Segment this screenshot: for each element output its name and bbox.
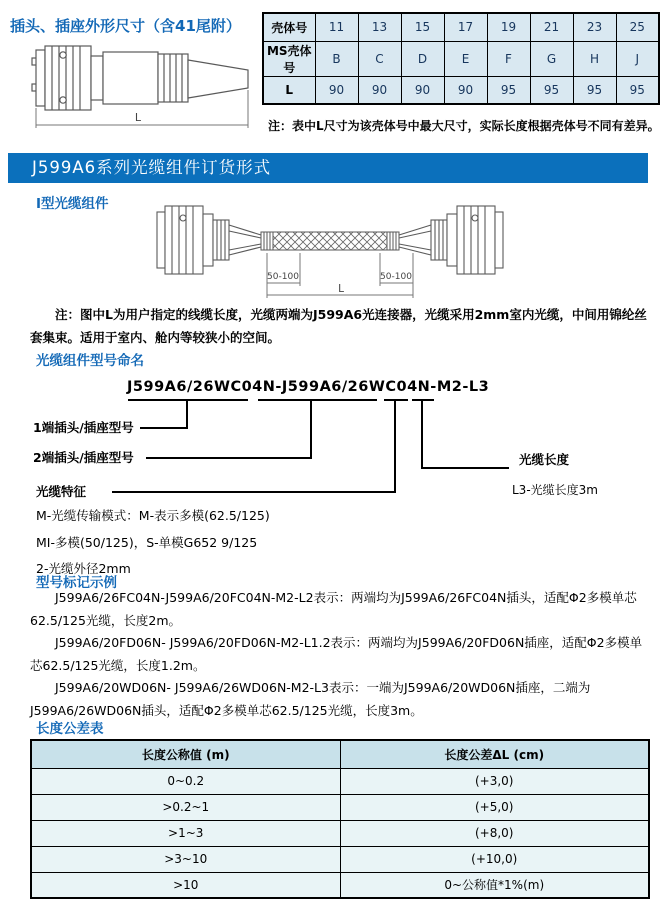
table-cell: B	[315, 41, 358, 76]
table-cell: 90	[444, 76, 487, 104]
table-cell: D	[401, 41, 444, 76]
leader-end1-vertical	[186, 399, 188, 429]
examples-block	[30, 587, 652, 722]
table-cell: 0~公称值*1%(m)	[340, 872, 649, 898]
cable-dim-left-label: 50-100	[267, 272, 299, 282]
label-cable-length-desc: L3-光缆长度3m	[512, 483, 598, 497]
table-cell: 95	[487, 76, 530, 104]
table-cell: 19	[487, 13, 530, 41]
tolerance-col-header: 长度公差ΔL (cm)	[340, 740, 649, 768]
table-cell: 23	[573, 13, 616, 41]
table-row	[31, 768, 649, 794]
table-cell: >1~3	[31, 820, 340, 846]
label-cable-length: 光缆长度	[519, 452, 570, 467]
leader-length-horizontal	[421, 467, 509, 469]
table-cell: >3~10	[31, 846, 340, 872]
table-row	[31, 846, 649, 872]
table-row	[31, 820, 649, 846]
table-cell: 90	[358, 76, 401, 104]
table-row	[31, 872, 649, 898]
label-cable-feature: 光缆特征	[36, 484, 87, 499]
underline-end1	[128, 399, 248, 401]
cable-dim-right-label: 50-100	[380, 272, 412, 282]
leader-length-vertical	[421, 399, 423, 469]
examples-section-title: 型号标记示例	[36, 575, 117, 591]
table-cell: E	[444, 41, 487, 76]
table-cell: 95	[530, 76, 573, 104]
shell-table-note: 注：表中L尺寸为该壳体号中最大尺寸，实际长度根据壳体号不同有差异。	[268, 119, 660, 133]
shell-table-header: L	[263, 76, 315, 104]
leader-end1-horizontal	[140, 427, 188, 429]
connector-drawing-svg	[6, 38, 254, 134]
section-type1-title: I型光缆组件	[36, 196, 109, 212]
leader-end2-horizontal	[146, 457, 312, 459]
tolerance-col-header: 长度公称值 (m)	[31, 740, 340, 768]
table-cell: H	[573, 41, 616, 76]
leader-feature-horizontal	[112, 491, 396, 493]
table-cell: 13	[358, 13, 401, 41]
connector-dim-label: L	[134, 111, 142, 124]
label-end2: 2端插头/插座型号	[33, 450, 134, 465]
table-cell: 17	[444, 13, 487, 41]
tolerance-section-title: 长度公差表	[36, 721, 104, 737]
tolerance-table	[30, 739, 650, 899]
shell-table-header: 壳体号	[263, 13, 315, 41]
table-cell: (+8,0)	[340, 820, 649, 846]
underline-feature	[384, 399, 408, 401]
feature-line-2: MI-多模(50/125)，S-单模G652 9/125	[36, 535, 258, 550]
table-cell: 11	[315, 13, 358, 41]
table-cell: 25	[616, 13, 659, 41]
table-cell: 90	[315, 76, 358, 104]
table-cell: 15	[401, 13, 444, 41]
plug-dimension-title: 插头、插座外形尺寸（含41尾附）	[10, 17, 241, 35]
table-row	[31, 794, 649, 820]
table-cell: >10	[31, 872, 340, 898]
shell-table-header: MS壳体号	[263, 41, 315, 76]
underline-length	[412, 399, 434, 401]
shell-size-table	[262, 12, 660, 105]
cable-assembly-drawing	[155, 198, 507, 304]
table-cell: >0.2~1	[31, 794, 340, 820]
table-cell: 90	[401, 76, 444, 104]
feature-line-1: M-光缆传输模式：M-表示多模(62.5/125)	[36, 508, 270, 523]
table-cell: (+5,0)	[340, 794, 649, 820]
underline-end2	[258, 399, 377, 401]
table-cell: (+10,0)	[340, 846, 649, 872]
table-cell: 95	[573, 76, 616, 104]
cable-assembly-note: 注：图中L为用户指定的线缆长度，光缆两端为J599A6光连接器，光缆采用2mm室内光缆，中间用锦纶丝套集束。适用于室内、舱内等较狭小的空间。	[30, 307, 647, 345]
label-end1: 1端插头/插座型号	[33, 420, 134, 435]
connector-drawing	[6, 38, 254, 134]
table-cell: (+3,0)	[340, 768, 649, 794]
naming-section-title: 光缆组件型号命名	[36, 353, 144, 369]
table-cell: G	[530, 41, 573, 76]
table-cell: 0~0.2	[31, 768, 340, 794]
leader-feature-vertical	[394, 399, 396, 493]
cable-dim-total-label: L	[338, 283, 344, 295]
example-paragraph-2: J599A6/20FD06N- J599A6/20FD06N-M2-L1.2表示：两端均为J599A6/20FD06N插座，适配Φ2多模单芯62.5/125光缆，长度1.2m。	[30, 635, 643, 673]
leader-end2-vertical	[310, 399, 312, 459]
part-number: J599A6/26WC04N-J599A6/26WC04N-M2-L3	[127, 379, 490, 395]
example-paragraph-3: J599A6/20WD06N- J599A6/26WD06N-M2-L3表示：一端为J599A6/20WD06N插座，二端为J599A6/26WD06N插头，适配Φ2多模单芯62.5/125光缆，长度3m。	[30, 680, 591, 718]
series-banner-title: J599A6系列光缆组件订货形式	[8, 153, 648, 183]
feature-line-3: 2-光缆外径2mm	[36, 561, 131, 576]
example-paragraph-1: J599A6/26FC04N-J599A6/20FC04N-M2-L2表示：两端均为J599A6/26FC04N插头，适配Φ2多模单芯62.5/125光缆，长度2m。	[30, 590, 637, 628]
table-cell: 21	[530, 13, 573, 41]
table-cell: J	[616, 41, 659, 76]
table-cell: F	[487, 41, 530, 76]
table-cell: C	[358, 41, 401, 76]
cable-assembly-svg	[155, 198, 507, 304]
table-cell: 95	[616, 76, 659, 104]
